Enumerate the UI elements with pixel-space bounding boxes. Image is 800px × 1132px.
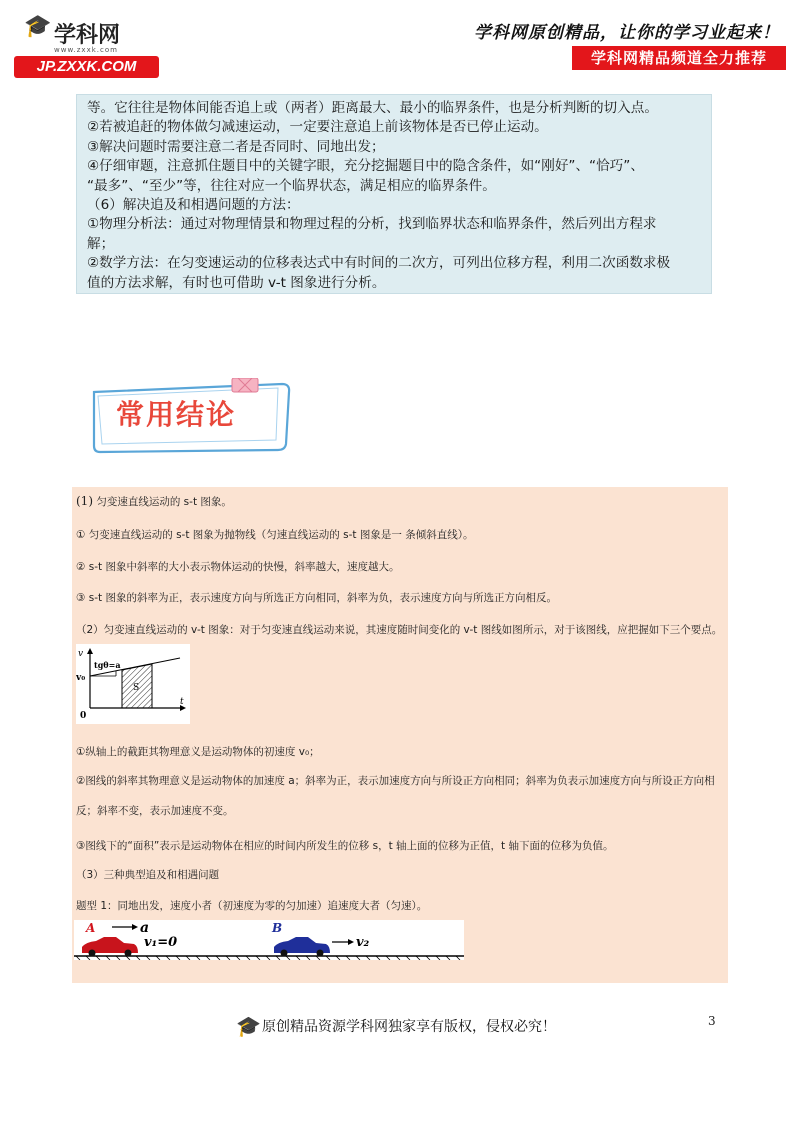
logo-url: www.zxxk.com (54, 46, 118, 54)
car-a-icon (82, 937, 138, 957)
point-s-t-3: ③ s-t 图象的斜率为正，表示速度方向与所选正方向相同，斜率为负，表示速度方向与所选正方向相反。 (76, 592, 557, 604)
note-line: “最多”、“至少”等，往往对应一个临界状态，满足相应的临界条件。 (87, 177, 496, 194)
method-notes-box (76, 94, 712, 294)
car-b-velocity: v₂ (356, 935, 370, 950)
velocity-arrow-b-head (348, 939, 354, 945)
area-label: S (133, 683, 140, 693)
accel-arrow-head (132, 924, 138, 930)
graduation-cap-icon: 🎓 (24, 14, 52, 39)
car-b-label: B (272, 921, 283, 935)
note-line: ②数学方法：在匀变速运动的位移表达式中有时间的二次方，可列出位移方程，利用二次函数求极 (87, 255, 671, 272)
note-line: 等。它往往是物体间能否追上或（两者）距离最大、最小的临界条件，也是分析判断的切入点。 (87, 100, 658, 116)
point-v-t-3: ③图线下的“面积”表示是运动物体在相应的时间内所发生的位移 s，t 轴上面的位移为正值，t 轴下面的位移为负值。 (76, 840, 614, 852)
slope-label: tgθ=a (94, 660, 121, 670)
logo-text: 学科网 (54, 22, 121, 48)
header-recommend-bar: 学科网精品频道全力推荐 (572, 46, 786, 70)
origin-label: 0 (80, 711, 87, 721)
paperclip-icon (232, 378, 258, 392)
t-axis-label: t (180, 697, 184, 707)
note-line: （6）解决追及和相遇问题的方法： (87, 197, 300, 214)
point-s-t-2: ② s-t 图象中斜率的大小表示物体运动的快慢，斜率越大，速度越大。 (76, 561, 400, 573)
note-line: ②若被追赶的物体做匀减速运动，一定要注意追上前该物体是否已停止运动。 (87, 119, 548, 136)
note-line: 值的方法求解，有时也可借助 v-t 图象进行分析。 (87, 274, 386, 291)
note-line: ④仔细审题，注意抓住题目中的关键字眼，充分挖掘题目中的隐含条件，如“刚好”、“恰巧”、 (87, 158, 644, 175)
problem-type-1: 题型 1：同地出发，速度小者（初速度为零的匀加速）追速度大者（匀速）。 (76, 900, 428, 912)
point-s-t-1: ① 匀变速直线运动的 s-t 图象为抛物线（匀速直线运动的 s-t 图象是一 条倾斜直线）。 (76, 529, 474, 541)
banner-title: 常用结论 (116, 398, 237, 431)
v-axis-arrow (87, 648, 93, 654)
logo-domain-bar: JP.ZXXK.COM (14, 56, 159, 78)
mascot-icon: 🎓 (236, 1014, 261, 1038)
page-number: 3 (708, 1014, 716, 1028)
note-line: ①物理分析法：通过对物理情景和物理过程的分析，找到临界状态和临界条件，然后列出方程求 (87, 216, 657, 233)
point-v-t-1: ①纵轴上的截距其物理意义是运动物体的初速度 v₀； (76, 746, 320, 758)
point-v-t-2: ②图线的斜率其物理意义是运动物体的加速度 a；斜率为正，表示加速度方向与所设正方向相同；斜率为负表示加速度方向与所设正方向相反；斜率不变，表示加速度不变。 (76, 775, 715, 817)
v-t-graph (76, 644, 190, 724)
v-axis-label: v (78, 649, 84, 659)
site-logo (14, 14, 164, 74)
note-line: 解； (87, 235, 115, 252)
accel-label: a (140, 920, 150, 936)
copyright-notice: 原创精品资源学科网独家享有版权，侵权必究！ (262, 1019, 556, 1035)
car-a-velocity: v₁=0 (144, 935, 178, 950)
car-a-label: A (86, 921, 96, 935)
v0-label: v₀ (76, 673, 86, 683)
chase-illustration (74, 920, 464, 960)
note-line: ③解决问题时需要注意二者是否同时、同地出发； (87, 138, 385, 155)
heading-v-t: （2）匀变速直线运动的 v-t 图象：对于匀变速直线运动来说，其速度随时间变化的 v-t 图线如图所示，对于该图线，应把握如下三个要点。 (76, 624, 723, 636)
heading-chase: （3）三种典型追及和相遇问题 (76, 869, 220, 881)
car-b-icon (274, 937, 330, 957)
section-title-banner (90, 378, 294, 454)
heading-s-t: (1) 匀变速直线运动的 s-t 图象。 (76, 494, 232, 508)
header-slogan: 学科网原创精品，让你的学习业起来！ (474, 23, 780, 43)
